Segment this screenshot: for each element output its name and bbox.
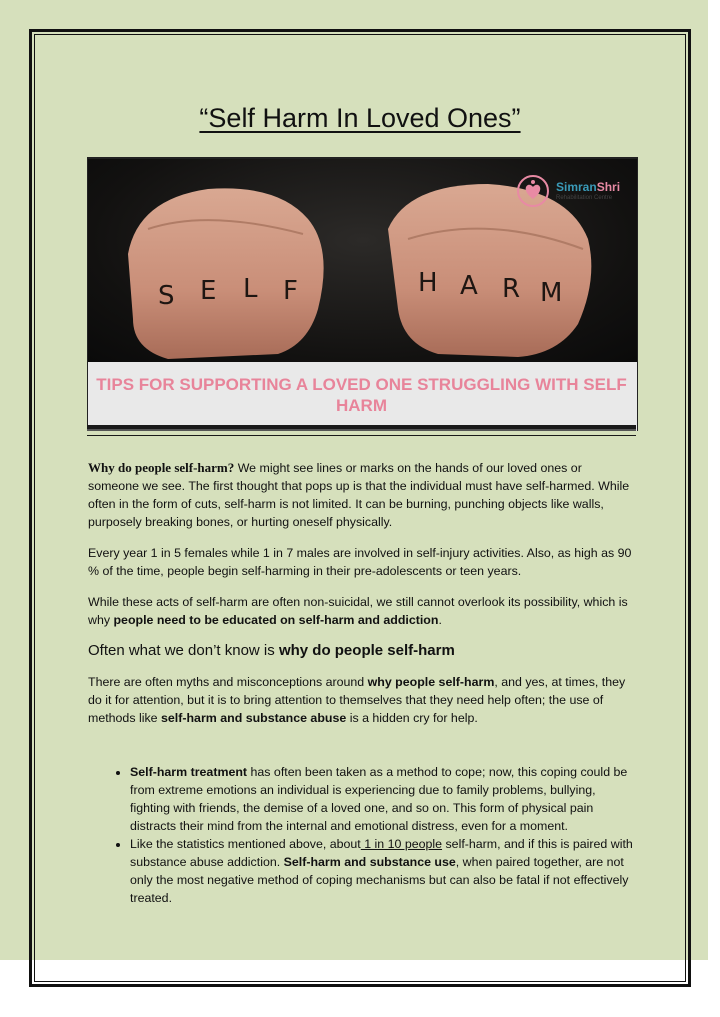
link-education: people need to be educated on self-harm and addiction [113,613,439,627]
letter-r: R [502,274,521,304]
paragraph-myths: There are often myths and misconceptions around why people self-harm, and yes, at times, they do it for attention, but it is to bring attention to themselves that they need help often; the use of methods like self-harm and substance abuse is a hidden cry for help. [88,675,626,725]
document-title: “Self Harm In Loved Ones” [199,103,521,133]
simranshri-logo [516,167,634,215]
letter-m: M [540,278,563,308]
letter-l: L [243,274,258,304]
banner-divider-thin [87,435,636,436]
paragraph-education: While these acts of self-harm are often non-suicidal, we still cannot overlook its possibility, which is why people need to be educated on self-harm and addiction. [88,595,628,627]
logo-heart-icon [516,174,550,208]
list-item: • Like the statistics mentioned above, about 1 in 10 people self-harm, and if this is paired with substance abuse addiction. Self-harm and substance use, when paired together, are not only the most negative method of coping mechanisms but can also be fatal if not effectively treated. [130,835,636,907]
paragraph-statistics: Every year 1 in 5 females while 1 in 7 males are involved in self-injury activities. Also, as high as 90 % of the time, people begin self-harming in their pre-adolescents or teen years. [88,546,632,578]
letter-e: E [200,276,217,306]
logo-subtitle: Rehabilitation Centre [556,195,613,201]
logo-name-part2: Shri [596,180,621,194]
section-heading: Why do people self-harm? [88,460,235,475]
letter-h: H [418,268,438,298]
letter-f: F [283,276,298,306]
letter-a: A [460,271,478,301]
left-fist [128,188,324,359]
logo-name-part1: Simran [556,180,597,194]
subheading: Often what we don’t know is why do people self-harm [88,642,455,659]
letter-s: S [158,281,175,311]
bullet-list [88,763,636,907]
list-item: • Self-harm treatment has often been taken as a method to cope; now, this coping could be from extreme emotions an individual is experiencing due to family problems, bullying, fighting with friends, the demise of a loved one, and so on. This form of physical pain distracts their mind from the internal and emotional distress, even for a moment. [130,763,636,835]
paragraph-why: Why do people self-harm? We might see lines or marks on the hands of our loved ones or someone we see. The first thought that pops up is that the individual must have self-harmed. While often in the form of cuts, self-harm is not limited. It can be burning, punching objects like walls, purposely breaking bones, or hurting oneself physically. [88,460,630,529]
banner-caption: TIPS FOR SUPPORTING A LOVED ONE STRUGGLING WITH SELF HARM [96,375,627,415]
banner-divider [87,425,636,431]
article-body [88,459,636,907]
